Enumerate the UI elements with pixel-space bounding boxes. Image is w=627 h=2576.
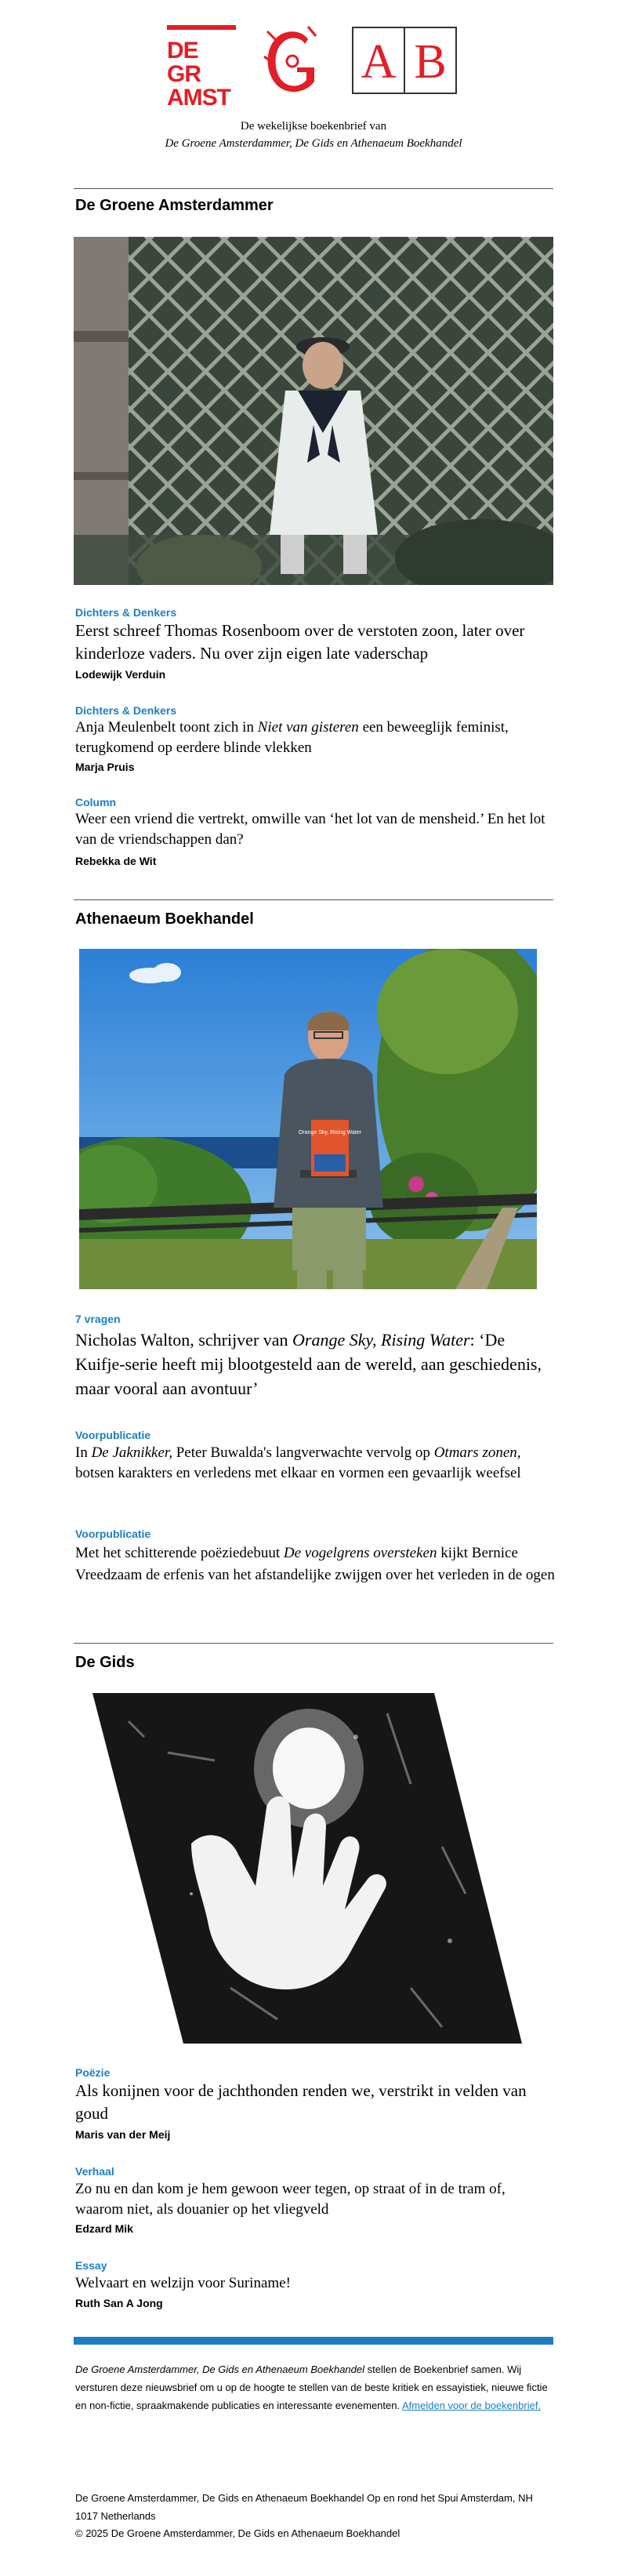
- athenaeum-boekhandel-logo[interactable]: [352, 27, 457, 94]
- headline-book-title: Niet van gisteren: [257, 719, 359, 736]
- article-photo-boy[interactable]: [74, 237, 553, 585]
- article-author: Edzard Mik: [75, 2222, 133, 2235]
- article-category[interactable]: Essay: [75, 2259, 107, 2272]
- section-title-groene: De Groene Amsterdammer: [75, 197, 274, 214]
- footer-copyright: © 2025 De Groene Amsterdammer, De Gids en Athenaeum Boekhandel: [75, 2527, 400, 2539]
- section-title-de-gids: De Gids: [75, 1654, 135, 1671]
- article-headline[interactable]: Als konijnen voor de jachthonden renden we, verstrikt in velden van goud: [75, 2081, 527, 2123]
- article-author: Maris van der Meij: [75, 2128, 171, 2141]
- headline-text: , botsen karakters en verledens met elkaar en vormen een gevaarlijk weefsel: [75, 1444, 521, 1481]
- headline-book-title: De Jaknikker,: [91, 1444, 172, 1461]
- headline-text: Nicholas Walton, schrijver van: [75, 1330, 293, 1350]
- article-headline[interactable]: Weer een vriend die vertrekt, omwille van ‘het lot van de mensheid.’ En het lot van de vriendschappen dan?: [75, 811, 545, 848]
- article-headline[interactable]: [75, 718, 555, 758]
- intro-text: [0, 118, 627, 152]
- section-divider: [74, 899, 553, 900]
- footer-brands: De Groene Amsterdammer, De Gids en Athenaeum Boekhandel: [75, 2363, 365, 2375]
- section-divider: [74, 1643, 553, 1644]
- intro-line1: De wekelijkse boekenbrief van: [240, 120, 387, 133]
- article-author: Lodewijk Verduin: [75, 668, 166, 681]
- article-author: Ruth San A Jong: [75, 2297, 163, 2309]
- unsubscribe-link[interactable]: Afmelden voor de boekenbrief.: [401, 2400, 542, 2411]
- article-category[interactable]: 7 vragen: [75, 1313, 121, 1325]
- article-category[interactable]: Verhaal: [75, 2165, 114, 2178]
- de-gids-g-icon: [261, 25, 324, 97]
- article-category[interactable]: Voorpublicatie: [75, 1429, 151, 1441]
- article-headline[interactable]: Welvaart en welzijn voor Suriname!: [75, 2275, 291, 2291]
- article-author: Marja Pruis: [75, 761, 135, 773]
- hand-artwork-image: [74, 1690, 553, 2047]
- headline-text: Peter Buwalda's langverwachte vervolg op: [172, 1444, 434, 1461]
- footer-about: [75, 2360, 553, 2414]
- article-category[interactable]: Poëzie: [75, 2066, 111, 2079]
- headline-text: Anja Meulenbelt toont zich in: [75, 719, 258, 736]
- author-portrait-photo: [79, 949, 537, 1289]
- boy-sailor-photo: [74, 237, 553, 585]
- article-category[interactable]: Dichters & Denkers: [75, 704, 177, 717]
- header-logos: [167, 25, 460, 111]
- article-headline[interactable]: [75, 1542, 555, 1586]
- intro-line2: De Groene Amsterdammer, De Gids en Athenaeum Boekhandel: [165, 137, 462, 150]
- article-headline[interactable]: [75, 1443, 555, 1484]
- footer-about-text: stellen de Boekenbrief samen. Wij versturen deze nieuwsbrief om u op de hoogte te stellen van de beste kritiek en essayistiek, nieuwe fictie en non-fictie, spraakmakende publicaties en interessante evenementen.: [75, 2363, 548, 2411]
- article-author: Rebekka de Wit: [75, 855, 157, 867]
- article-category[interactable]: Column: [75, 796, 117, 808]
- logo-ab-b: B: [414, 35, 447, 89]
- article-category[interactable]: Voorpublicatie: [75, 1528, 151, 1540]
- headline-text: In: [75, 1444, 92, 1461]
- headline-book-title: De vogelgrens oversteken: [283, 1545, 437, 1561]
- book-cover-title: Orange Sky, Rising Water: [298, 1130, 362, 1135]
- article-headline[interactable]: [75, 1328, 555, 1401]
- headline-book-title: Otmars zonen: [433, 1444, 517, 1461]
- article-headline[interactable]: Zo nu en dan kom je hem gewoon weer tegen, op straat of in de tram of, waarom niet, als douanier op het vliegveld: [75, 2181, 506, 2218]
- logo-ab-a: A: [361, 35, 397, 89]
- article-photo-author[interactable]: [79, 949, 537, 1289]
- de-gids-logo[interactable]: [261, 25, 324, 97]
- de-groene-amsterdammer-logo[interactable]: [167, 25, 236, 111]
- section-title-athenaeum: Athenaeum Boekhandel: [75, 910, 254, 928]
- headline-text: kijkt Bernice Vreedzaam de erfenis van het afstandelijke zwijgen over het verleden in de ogen: [75, 1545, 555, 1583]
- article-headline[interactable]: Eerst schreef Thomas Rosenboom over de verstoten zoon, later over kinderloze vaders. Nu over zijn eigen late vaderschap: [75, 621, 525, 663]
- footer-accent-bar: [74, 2337, 553, 2345]
- headline-book-title: Orange Sky, Rising Water: [292, 1330, 470, 1350]
- article-photo-hand[interactable]: [74, 1690, 553, 2047]
- section-divider: [74, 188, 553, 189]
- headline-text: Met het schitterende poëziedebuut: [75, 1545, 284, 1561]
- article-category[interactable]: Dichters & Denkers: [75, 606, 177, 619]
- headline-text: : ‘De Kuifje-serie heeft mij blootgesteld aan de wereld, aan geschiedenis, maar vooral aan avontuur’: [75, 1330, 542, 1398]
- footer-address: De Groene Amsterdammer, De Gids en Athenaeum Boekhandel Op en rond het Spui Amsterdam, NH 1017 Netherlands: [75, 2492, 533, 2522]
- logo-dga-line1: DE GR: [167, 38, 201, 87]
- logo-dga-line2: AMST: [167, 85, 230, 111]
- headline-text: een beweeglijk feminist, terugkomend op eerdere blinde vlekken: [75, 719, 509, 756]
